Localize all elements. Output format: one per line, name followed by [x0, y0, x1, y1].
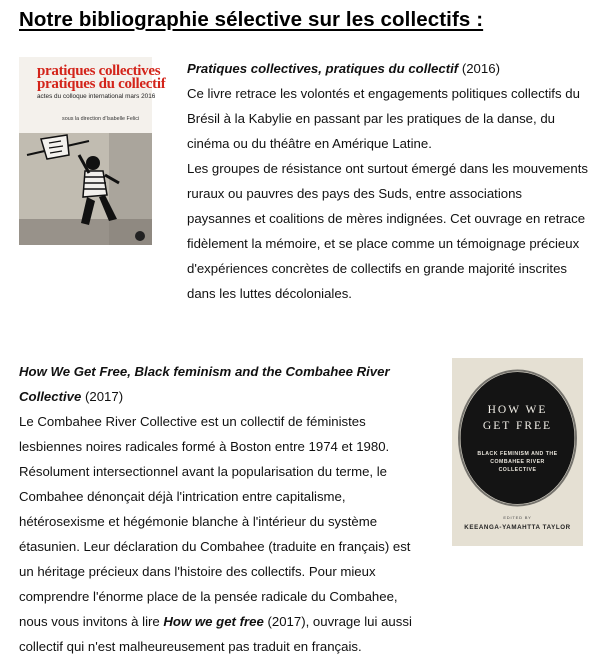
book2-text-line: un héritage précieux dans l'histoire des collectifs. Pour mieux [19, 564, 376, 579]
cover-direction: sous la direction d'Isabelle Felici [62, 116, 140, 122]
cover-ink-circle [458, 368, 577, 518]
book-cover-how-we-get-free [452, 358, 583, 546]
book2-text-line: Combahee dénonçait déjà l'intrication entre capitalisme, [19, 489, 346, 504]
book1-text-line: Brésil à la Kabylie en passant par les pratiques de la danse, du [187, 111, 556, 126]
cover2-subtitle-line2: COMBAHEE RIVER [490, 459, 545, 465]
book1-year: (2016) [458, 61, 500, 76]
book2-description [19, 359, 412, 659]
cover2-title-line2: GET FREE [482, 420, 553, 432]
invite-before: nous vous invitons à lire [19, 614, 164, 629]
book2-text-line [19, 609, 412, 634]
cover-title-line1: pratiques collectives [37, 63, 161, 79]
book1-text-line: cinéma ou du théâtre en Amérique Latine. [187, 136, 432, 151]
book1-text-line: fidèlement la mémoire, et se place comme un témoignage précieux [187, 236, 580, 251]
book-cover-pratiques-collectives [19, 57, 166, 245]
cover2-subtitle-line3: COLLECTIVE [498, 467, 537, 473]
book2-title-line [19, 359, 412, 384]
book2-text-line: lesbiennes noires radicales formé à Boston entre 1974 et 1980. [19, 439, 390, 454]
book1-text-line: paysannes et coalitions de mères indignées. Cet ouvrage en retrace [187, 211, 586, 226]
book1-description [187, 56, 588, 306]
book2-title: How We Get Free, Black feminism and the Combahee River [19, 364, 390, 379]
book2-text-line: Résolument intersectionnel avant la popularisation du terme, le [19, 464, 387, 479]
book2-title-cont: Collective [19, 389, 82, 404]
book1-text-line: d'expériences concrètes de collectifs en grande majorité inscrites [187, 261, 568, 276]
cover-title-line2: pratiques du collectif [37, 76, 166, 92]
book2-title-line [19, 384, 412, 409]
page-heading: Notre bibliographie sélective sur les collectifs : [19, 8, 484, 31]
book1-text-line: Les groupes de résistance ont surtout émergé dans les mouvements [187, 161, 588, 176]
cover-subtitle: actes du colloque international mars 2016 [37, 93, 156, 100]
book1-text-line: ruraux ou pauvres des pays des Suds, entre associations [187, 186, 523, 201]
book2-year: (2017) [81, 389, 124, 404]
book2-text-line: comprendre l'énorme place de la pensée radicale du Combahee, [19, 589, 398, 604]
cover2-edited-by: EDITED BY [503, 515, 532, 520]
invite-after: (2017), ouvrage lui aussi [263, 614, 412, 629]
book1-title: Pratiques collectives, pratiques du collectif [187, 61, 459, 76]
cover-photo-stencil-figure [19, 133, 152, 245]
book1-text-line: Ce livre retrace les volontés et engagements politiques collectifs du [187, 86, 580, 101]
cover2-title-line1: HOW WE [487, 404, 548, 416]
book2-text-line: hétérosexisme et hégémonie blanche à l'intérieur du système [19, 514, 378, 529]
invite-book-title: How we get free [163, 614, 264, 629]
cover2-subtitle-line1: BLACK FEMINISM AND THE [477, 451, 558, 457]
book2-text-line: étasunien. Leur déclaration du Combahee (traduite en français) est [19, 539, 411, 554]
book2-text-line: Le Combahee River Collective est un collectif de féministes [19, 414, 366, 429]
book1-text-line: dans les luttes décoloniales. [187, 286, 352, 301]
book1-title-line [187, 56, 588, 81]
book2-text-line: collectif qui n'est malheureusement pas traduit en français. [19, 639, 362, 654]
cover2-author: KEEANGA-YAMAHTTA TAYLOR [464, 524, 571, 531]
